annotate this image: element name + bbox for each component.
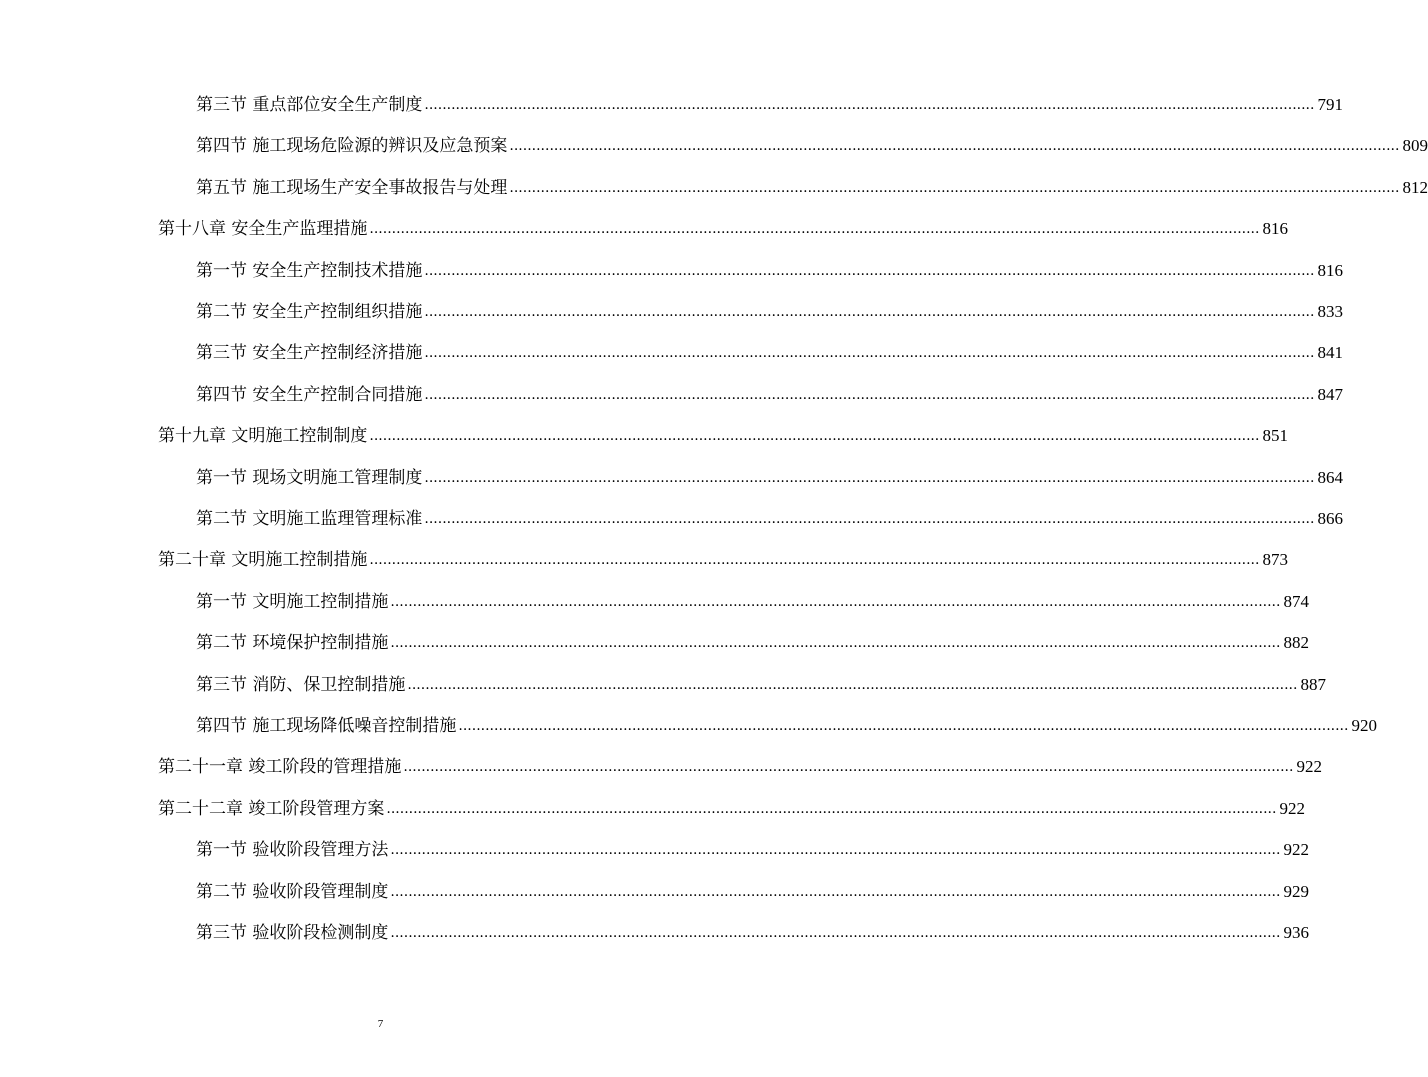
- toc-dot-leader: ........................................................................................................................................................................................................: [424, 469, 1315, 486]
- toc-entry-title: 第三节 验收阶段检测制度: [196, 923, 389, 943]
- toc-dot-leader: ........................................................................................................................................................................................................: [390, 842, 1281, 859]
- toc-dot-leader: ........................................................................................................................................................................................................: [424, 304, 1315, 320]
- toc-section-entry[interactable]: [196, 337, 1343, 364]
- toc-entry-title: 第十九章 文明施工控制制度: [158, 426, 368, 447]
- toc-section-entry[interactable]: [196, 586, 1309, 612]
- toc-entry-title: 第三节 消防、保卫控制措施: [196, 674, 406, 695]
- toc-dot-leader: ........................................................................................................................................................................................................: [403, 759, 1294, 776]
- toc-dot-leader: ........................................................................................................................................................................................................: [390, 635, 1281, 652]
- toc-entry-page: 936: [1283, 923, 1309, 942]
- toc-dot-leader: ........................................................................................................................................................................................................: [386, 800, 1277, 817]
- toc-entry-page: 922: [1279, 798, 1305, 818]
- toc-entry-page: 922: [1296, 757, 1322, 777]
- toc-entry-title: 第四节 施工现场危险源的辨识及应急预案: [196, 136, 508, 157]
- toc-entry-page: 920: [1351, 716, 1377, 735]
- toc-section-entry[interactable]: [196, 130, 1428, 157]
- toc-chapter-entry[interactable]: [158, 544, 1288, 571]
- toc-entry-title: 第二十章 文明施工控制措施: [158, 550, 368, 571]
- toc-section-entry[interactable]: [196, 917, 1309, 943]
- toc-section-entry[interactable]: [196, 462, 1343, 488]
- toc-entry-page: 866: [1317, 509, 1343, 528]
- toc-entry-page: 929: [1283, 881, 1309, 901]
- toc-entry-page: 851: [1262, 426, 1288, 446]
- toc-dot-leader: ........................................................................................................................................................................................................: [390, 883, 1281, 900]
- toc-entry-title: 第一节 安全生产控制技术措施: [196, 260, 423, 281]
- toc-section-entry[interactable]: [196, 296, 1343, 322]
- toc-section-entry[interactable]: [196, 172, 1428, 198]
- toc-dot-leader: ........................................................................................................................................................................................................: [390, 593, 1281, 610]
- toc-entry-page: 809: [1402, 136, 1428, 156]
- toc-dot-leader: ........................................................................................................................................................................................................: [369, 428, 1260, 445]
- toc-dot-leader: ........................................................................................................................................................................................................: [509, 179, 1400, 196]
- toc-entry-title: 第十八章 安全生产监理措施: [158, 219, 368, 240]
- toc-entry-page: 864: [1317, 467, 1343, 487]
- toc-dot-leader: ........................................................................................................................................................................................................: [458, 718, 1349, 734]
- toc-entry-page: 833: [1317, 302, 1343, 321]
- toc-dot-leader: ........................................................................................................................................................................................................: [509, 138, 1400, 155]
- toc-entry-title: 第二节 验收阶段管理制度: [196, 881, 389, 902]
- toc-entry-page: 791: [1317, 95, 1343, 114]
- toc-section-entry[interactable]: [196, 710, 1377, 736]
- toc-chapter-entry[interactable]: [158, 793, 1305, 819]
- page-number: 7: [377, 1018, 384, 1030]
- toc-section-entry[interactable]: [196, 627, 1309, 654]
- toc-section-entry[interactable]: [196, 834, 1309, 861]
- toc-entry-title: 第二节 环境保护控制措施: [196, 633, 389, 654]
- toc-entry-title: 第四节 施工现场降低噪音控制措施: [196, 716, 457, 736]
- toc-entry-title: 第二节 安全生产控制组织措施: [196, 302, 423, 322]
- toc-entry-page: 882: [1283, 633, 1309, 653]
- toc-section-entry[interactable]: [196, 876, 1309, 902]
- toc-dot-leader: ........................................................................................................................................................................................................: [424, 345, 1315, 362]
- toc-chapter-entry[interactable]: [158, 751, 1322, 778]
- toc-section-entry[interactable]: [196, 379, 1343, 405]
- toc-dot-leader: ........................................................................................................................................................................................................: [424, 97, 1315, 113]
- toc-dot-leader: ........................................................................................................................................................................................................: [424, 511, 1315, 527]
- toc-dot-leader: ........................................................................................................................................................................................................: [424, 262, 1315, 279]
- toc-entry-title: 第五节 施工现场生产安全事故报告与处理: [196, 177, 508, 198]
- toc-entry-page: 816: [1262, 219, 1288, 239]
- toc-entry-page: 847: [1317, 384, 1343, 404]
- toc-section-entry[interactable]: [196, 89, 1343, 115]
- toc-entry-page: 816: [1317, 260, 1343, 280]
- toc-section-entry[interactable]: [196, 669, 1326, 695]
- toc-entry-page: 874: [1283, 591, 1309, 611]
- toc-entry-page: 841: [1317, 343, 1343, 363]
- toc-dot-leader: ........................................................................................................................................................................................................: [390, 925, 1281, 941]
- toc-entry-page: 812: [1402, 177, 1428, 197]
- toc-entry-page: 873: [1262, 550, 1288, 570]
- toc-entry-title: 第一节 验收阶段管理方法: [196, 840, 389, 861]
- toc-dot-leader: ........................................................................................................................................................................................................: [369, 221, 1260, 238]
- toc-dot-leader: ........................................................................................................................................................................................................: [407, 676, 1298, 693]
- toc-entry-title: 第四节 安全生产控制合同措施: [196, 384, 423, 405]
- toc-entry-title: 第三节 重点部位安全生产制度: [196, 95, 423, 115]
- toc-chapter-entry[interactable]: [158, 420, 1288, 447]
- toc-dot-leader: ........................................................................................................................................................................................................: [369, 552, 1260, 569]
- toc-entry-title: 第二十一章 竣工阶段的管理措施: [158, 757, 402, 778]
- toc-entry-title: 第一节 文明施工控制措施: [196, 591, 389, 612]
- toc-section-entry[interactable]: [196, 503, 1343, 529]
- toc-entry-page: 887: [1300, 674, 1326, 694]
- toc-chapter-entry[interactable]: [158, 213, 1288, 240]
- toc-entry-title: 第二节 文明施工监理管理标准: [196, 509, 423, 529]
- toc-entry-title: 第一节 现场文明施工管理制度: [196, 467, 423, 488]
- toc-dot-leader: ........................................................................................................................................................................................................: [424, 386, 1315, 403]
- toc-section-entry[interactable]: [196, 255, 1343, 281]
- toc-entry-title: 第三节 安全生产控制经济措施: [196, 343, 423, 364]
- toc-entry-title: 第二十二章 竣工阶段管理方案: [158, 798, 385, 819]
- toc-entry-page: 922: [1283, 840, 1309, 860]
